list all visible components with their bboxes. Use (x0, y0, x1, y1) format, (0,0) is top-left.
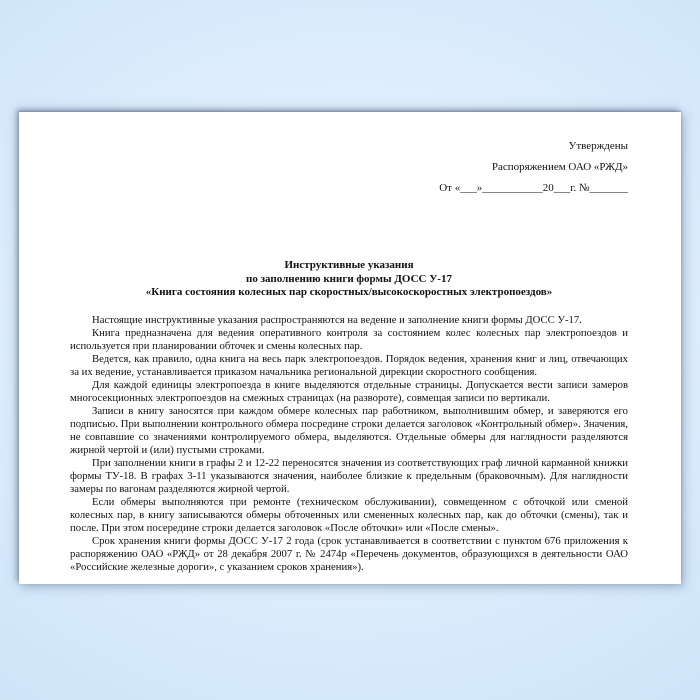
paragraph: Записи в книгу заносятся при каждом обмере колесных пар работником, выполнившим обмер, и заверяются его подписью. При выполнении контрольного обмера посредине строки делается заголовок «Контрольный обмер». Значения, не совпавшие со значениями контролируемого обмера, выделяются. Отдельные обмеры для наглядности разделяются жирной чертой и (или) пустыми строками. (70, 404, 628, 456)
paragraph: Если обмеры выполняются при ремонте (техническом обслуживании), совмещенном с обточкой или сменой колесных пар, в книгу записываются обмеры обточенных или смененных колесных пар, как до обточки (смены), так и после. При этом посередине строки делается заголовок «После обточки» или «После смены». (70, 495, 628, 534)
paragraph: Для каждой единицы электропоезда в книге выделяются отдельные страницы. Допускается вести записи замеров многосекционных электропоездов на смежных страницах (на развороте), совмещая записи по вертикали. (70, 378, 628, 404)
paragraph: Настоящие инструктивные указания распространяются на ведение и заполнение книги формы ДОСС У-17. (92, 313, 582, 326)
paragraph: При заполнении книги в графы 2 и 12-22 переносятся значения из соответствующих граф личной карманной книжки формы ТУ-18. В графах 3-11 указываются значения, наиболее близкие к предельным (браковочным). Для наглядности замеры по вагонам разделяются жирной чертой. (70, 456, 628, 495)
approval-line-order: Распоряжением ОАО «РЖД» (491, 161, 628, 173)
title-line-3: «Книга состояния колесных пар скоростных/высокоскоростных электропоездов» (145, 286, 553, 298)
document-body (70, 314, 628, 574)
paragraph: Ведется, как правило, одна книга на весь парк электропоездов. Порядок ведения, хранения книг и лиц, отвечающих за их ведение, устанавливается приказом начальника региональной дирекции скоростного сообщения. (70, 352, 628, 378)
approval-line-date-number: От «___»___________20___г. №_______ (439, 182, 628, 194)
title-line-2: по заполнению книги формы ДОСС У-17 (246, 272, 452, 285)
paragraph: Срок хранения книги формы ДОСС У-17 2 года (срок устанавливается в соответствии с пунктом 676 приложения к распоряжению ОАО «РЖД» от 28 декабря 2007 г. № 2474р «Перечень документов, образующихся в деятельности ОАО «Российские железные дороги», с указанием сроков хранения»). (70, 534, 628, 573)
document-title (70, 259, 628, 300)
approval-line-approved: Утверждены (568, 140, 628, 152)
paragraph: Книга предназначена для ведения оперативного контроля за состоянием колес колесных пар электропоездов и используется при планировании обточек и смены колесных пар. (70, 326, 628, 352)
approval-block (70, 136, 628, 199)
document-page (19, 112, 681, 584)
title-line-1: Инструктивные указания (284, 259, 414, 271)
